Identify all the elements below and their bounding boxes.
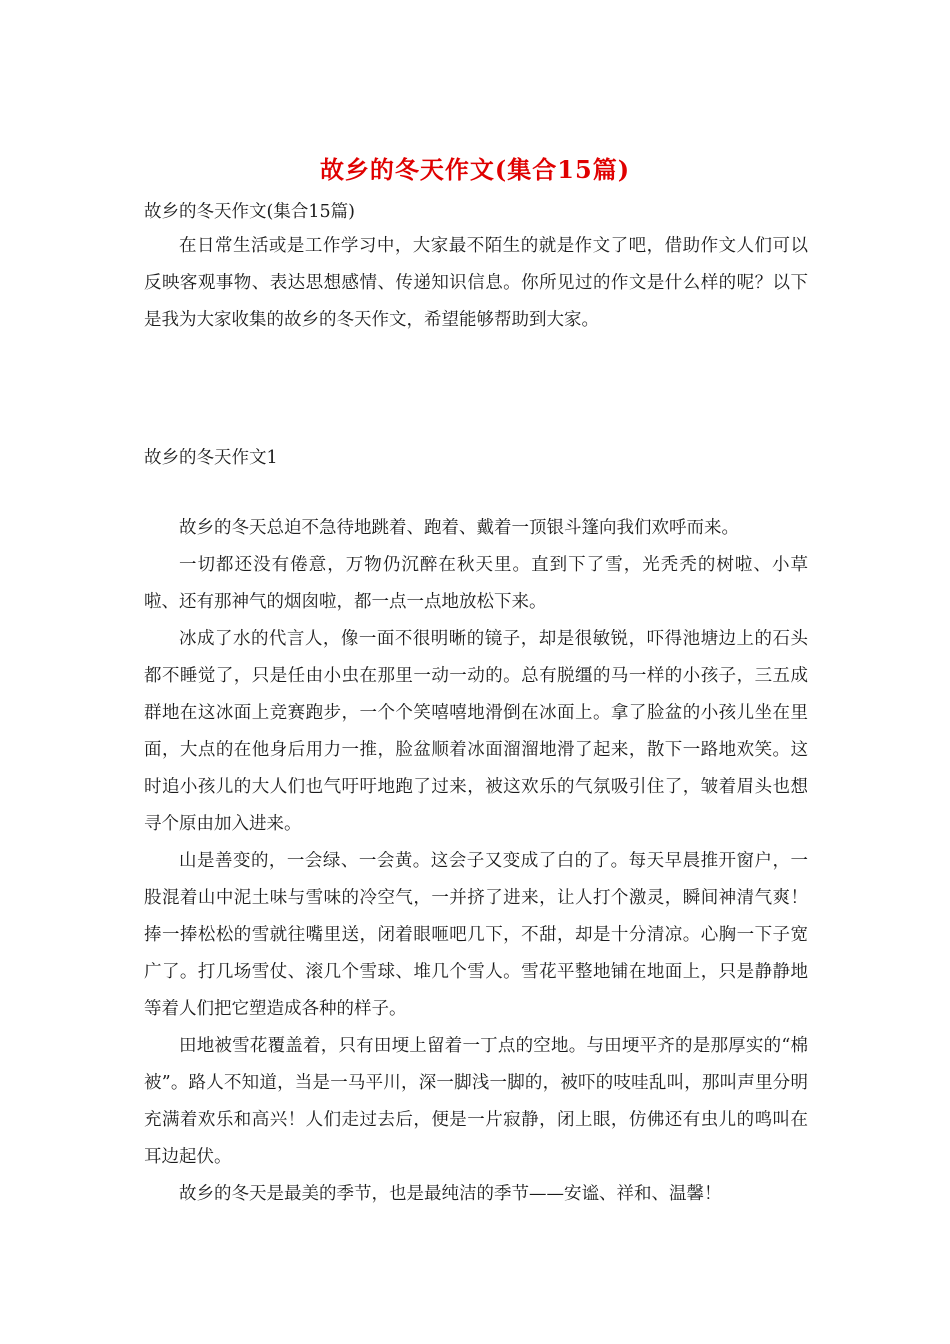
essay-paragraph-4: 山是善变的，一会绿、一会黄。这会子又变成了白的了。每天早晨推开窗户，一股混着山中泥土味与雪味的冷空气，一并挤了进来，让人打个激灵，瞬间神清气爽！捧一捧松松的雪就往嘴里送，闭着眼咂吧几下，不甜，却是十分清凉。心胸一下子宽广了。打几场雪仗、滚几个雪球、堆几个雪人。雪花平整地铺在地面上，只是静静地等着人们把它塑造成各种的样子。: [144, 851, 808, 1019]
essay-paragraph-3: 冰成了水的代言人，像一面不很明晰的镜子，却是很敏锐，吓得池塘边上的石头都不睡觉了，只是任由小虫在那里一动一动的。总有脱缰的马一样的小孩子，三五成群地在这冰面上竞赛跑步，一个个笑嘻嘻地滑倒在冰面上。拿了脸盆的小孩儿坐在里面，大点的在他身后用力一推，脸盆顺着冰面溜溜地滑了起来，散下一路地欢笑。这时追小孩儿的大人们也气吁吁地跑了过来，被这欢乐的气氛吸引住了，皱着眉头也想寻个原由加入进来。: [144, 629, 808, 834]
essay-paragraph-5: 田地被雪花覆盖着，只有田埂上留着一丁点的空地。与田埂平齐的是那厚实的“棉被”。路人不知道，当是一马平川，深一脚浅一脚的，被吓的吱哇乱叫，那叫声里分明充满着欢乐和高兴！人们走过去后，便是一片寂静，闭上眼，仿佛还有虫儿的鸣叫在耳边起伏。: [144, 1036, 808, 1167]
document-title: 故乡的冬天作文(集合15篇): [319, 155, 631, 184]
essay-paragraph-1: 故乡的冬天总迫不急待地跳着、跑着、戴着一顶银斗篷向我们欢呼而来。: [179, 518, 739, 538]
essay-body: [144, 510, 808, 1213]
essay-paragraph-2: 一切都还没有倦意，万物仍沉醉在秋天里。直到下了雪，光秃秃的树啦、小草啦、还有那神气的烟囱啦，都一点一点地放松下来。: [144, 555, 808, 612]
document-subtitle: 故乡的冬天作文(集合15篇): [144, 202, 355, 222]
section-heading: 故乡的冬天作文1: [144, 448, 278, 468]
intro-section: [144, 228, 808, 339]
intro-paragraph: 在日常生活或是工作学习中，大家最不陌生的就是作文了吧，借助作文人们可以反映客观事物、表达思想感情、传递知识信息。你所见过的作文是什么样的呢？以下是我为大家收集的故乡的冬天作文，希望能够帮助到大家。: [144, 236, 808, 330]
essay-paragraph-6: 故乡的冬天是最美的季节，也是最纯洁的季节——安谧、祥和、温馨！: [179, 1184, 722, 1204]
